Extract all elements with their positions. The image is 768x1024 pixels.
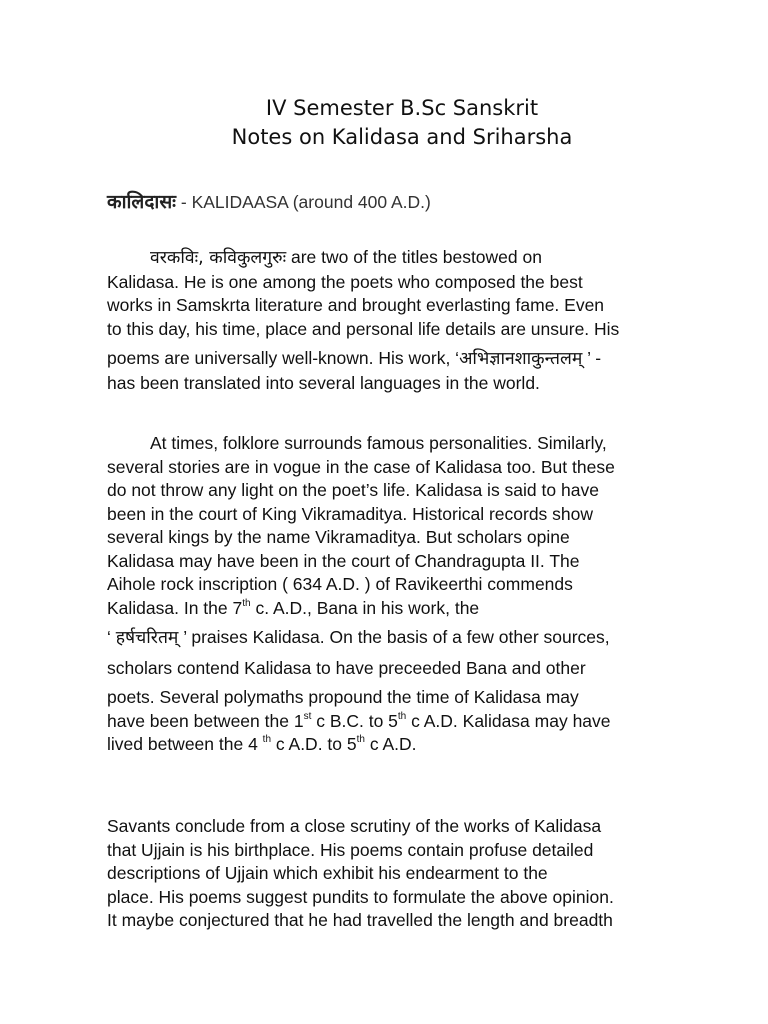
text-span: ’ -: [582, 348, 602, 368]
superscript: th: [356, 734, 365, 746]
section-heading: [107, 188, 431, 214]
paragraph-3: [107, 815, 707, 933]
paragraph-line: Kalidasa may have been in the court of Chandragupta II. The: [107, 550, 580, 571]
paragraph-line: to this day, his time, place and personal life details are unsure. His: [107, 318, 620, 339]
work-title-devanagari: अभिज्ञानशाकुन्तलम्: [459, 349, 583, 369]
title-line-1: IV Semester B.Sc Sanskrit: [265, 96, 539, 120]
paragraph-line: [107, 657, 707, 681]
paragraph-line: been in the court of King Vikramaditya. Historical records show: [107, 503, 594, 524]
text-span: c A.D.: [364, 734, 417, 754]
text-span: c A.D. to 5: [271, 734, 357, 754]
paragraph-line: several stories are in vogue in the case of Kalidasa too. But these: [107, 456, 615, 477]
paragraph-line: several kings by the name Vikramaditya. But scholars opine: [107, 527, 570, 547]
superscript: th: [242, 597, 251, 609]
paragraph-line: [107, 710, 707, 734]
paragraph-line: works in Samskrta literature and brought everlasting fame. Even: [107, 295, 605, 315]
text-span: c. A.D., Bana in his work, the: [250, 597, 480, 618]
paragraph-line: that Ujjain is his birthplace. His poems contain profuse detailed: [107, 839, 594, 860]
paragraph-line: [107, 733, 707, 757]
paragraph-line: [107, 347, 707, 372]
superscript: st: [303, 710, 312, 722]
paragraph-line: Kalidasa. He is one among the poets who composed the best: [107, 271, 583, 292]
text-span: c B.C. to 5: [311, 710, 398, 731]
superscript: th: [262, 734, 272, 746]
paragraph-line: [107, 246, 707, 271]
paragraph-line: Savants conclude from a close scrutiny of the works of Kalidasa: [107, 816, 602, 836]
text-span: Kalidasa. In the 7: [107, 597, 243, 618]
text-span: scholars contend Kalidasa to: [107, 657, 336, 678]
heading-text: - KALIDAASA (around 400 A.D.): [176, 192, 431, 212]
paragraph-line: place. His poems suggest pundits to formulate the above opinion.: [107, 886, 614, 907]
text-span: have: [335, 657, 379, 678]
text-span: preceeded Bana and other: [378, 657, 586, 678]
titles-devanagari: वरकविः, कविकुलगुरुः: [150, 248, 287, 268]
paragraph-line: At times, folklore surrounds famous personalities. Similarly,: [150, 433, 607, 453]
text-span: have been between the 1: [107, 710, 304, 731]
paragraph-line: [107, 626, 707, 651]
paragraph-line: It maybe conjectured that he had travelled the length and breadth: [107, 910, 613, 930]
paragraph-line: descriptions of Ujjain which exhibit his endearment to the: [107, 863, 548, 883]
text-span: are two of the titles bestowed on: [286, 247, 542, 267]
work-title-devanagari: हर्षचरितम्: [115, 628, 179, 648]
text-span: c A.D. Kalidasa may have: [406, 710, 611, 731]
superscript: th: [397, 710, 407, 722]
text-span: ‘: [107, 627, 116, 647]
text-span: poems are universally well-known. His work, ‘: [107, 348, 460, 368]
paragraph-line: has been translated into several languages in the world.: [107, 372, 540, 393]
text-span: ’ praises Kalidasa. On the basis of a few other sources,: [178, 627, 610, 647]
document-title: [0, 94, 768, 152]
title-line-2: Notes on Kalidasa and Sriharsha: [231, 125, 573, 149]
text-span: lived between the 4: [107, 734, 263, 754]
heading-devanagari: कालिदासः: [107, 191, 177, 213]
paragraph-1: [107, 246, 707, 395]
paragraph-line: poets. Several polymaths propound the time of Kalidasa may: [107, 687, 579, 707]
paragraph-line: [107, 597, 707, 621]
paragraph-line: do not throw any light on the poet’s life. Kalidasa is said to have: [107, 480, 599, 500]
paragraph-2: [107, 432, 707, 757]
paragraph-line: Aihole rock inscription ( 634 A.D. ) of Ravikeerthi commends: [107, 574, 573, 594]
